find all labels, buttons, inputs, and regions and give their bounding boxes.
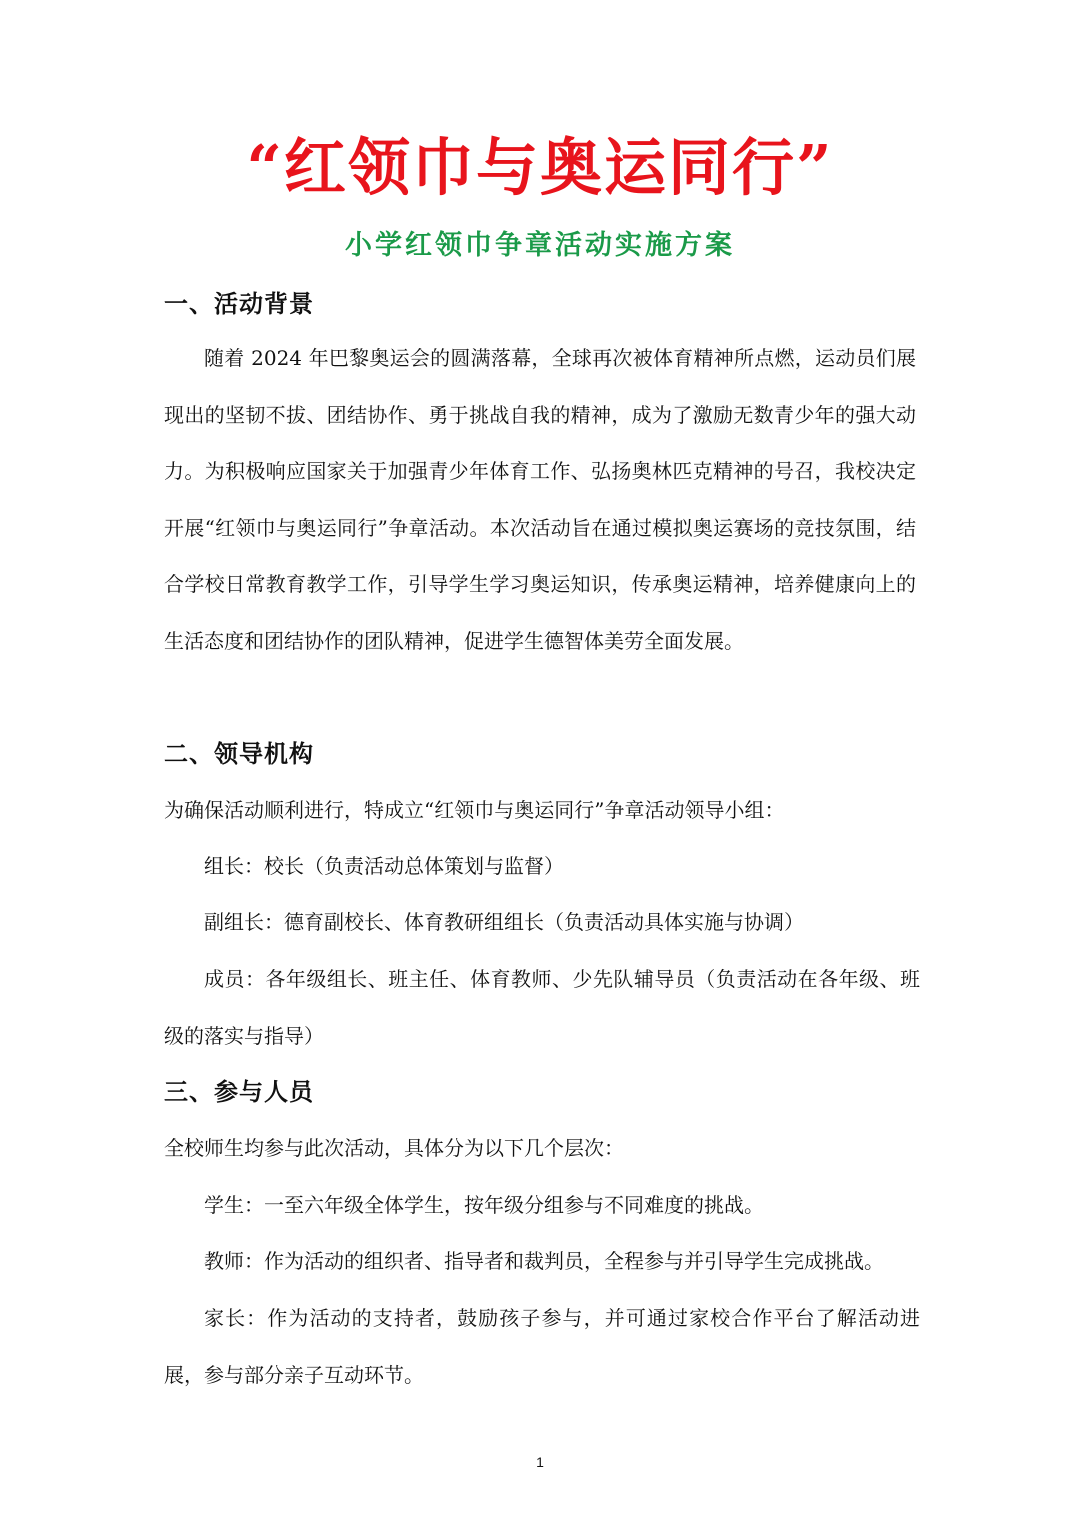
participants-intro: 全校师生均参与此次活动，具体分为以下几个层次：	[164, 1136, 624, 1160]
section-heading-leadership: 二、领导机构	[164, 739, 314, 768]
background-paragraph: 随着 2024 年巴黎奥运会的圆满落幕，全球再次被体育精神所点燃，运动员们展现出的坚韧不拔、团结协作、勇于挑战自我的精神，成为了激励无数青少年的强大动力。为积极响应国家关于加强青少年体育工作、弘扬奥林匹克精神的号召，我校决定开展“红领巾与奥运同行”争章活动。本次活动旨在通过模拟奥运赛场的竞技氛围，结合学校日常教育教学工作，引导学生学习奥运知识，传承奥运精神，培养健康向上的生活态度和团结协作的团队精神，促进学生德智体美劳全面发展。	[164, 346, 916, 653]
document-title: “红领巾与奥运同行”	[246, 131, 834, 204]
leadership-item-leader: 组长：校长（负责活动总体策划与监督）	[204, 854, 564, 878]
leadership-item-deputy: 副组长：德育副校长、体育教研组组长（负责活动具体实施与协调）	[204, 910, 804, 934]
leadership-intro: 为确保活动顺利进行，特成立“红领巾与奥运同行”争章活动领导小组：	[164, 798, 785, 822]
section-heading-background: 一、活动背景	[164, 289, 314, 318]
participants-item-teachers: 教师：作为活动的组织者、指导者和裁判员，全程参与并引导学生完成挑战。	[204, 1249, 884, 1273]
section-heading-participants: 三、参与人员	[164, 1077, 314, 1106]
page-number: 1	[536, 1454, 544, 1470]
participants-item-students: 学生：一至六年级全体学生，按年级分组参与不同难度的挑战。	[204, 1193, 764, 1217]
participants-item-parents: 家长：作为活动的支持者，鼓励孩子参与，并可通过家校合作平台了解活动进展，参与部分亲子互动环节。	[164, 1306, 920, 1387]
document-subtitle: 小学红领巾争章活动实施方案	[345, 230, 735, 261]
leadership-item-members: 成员：各年级组长、班主任、体育教师、少先队辅导员（负责活动在各年级、班级的落实与指导）	[164, 967, 920, 1048]
